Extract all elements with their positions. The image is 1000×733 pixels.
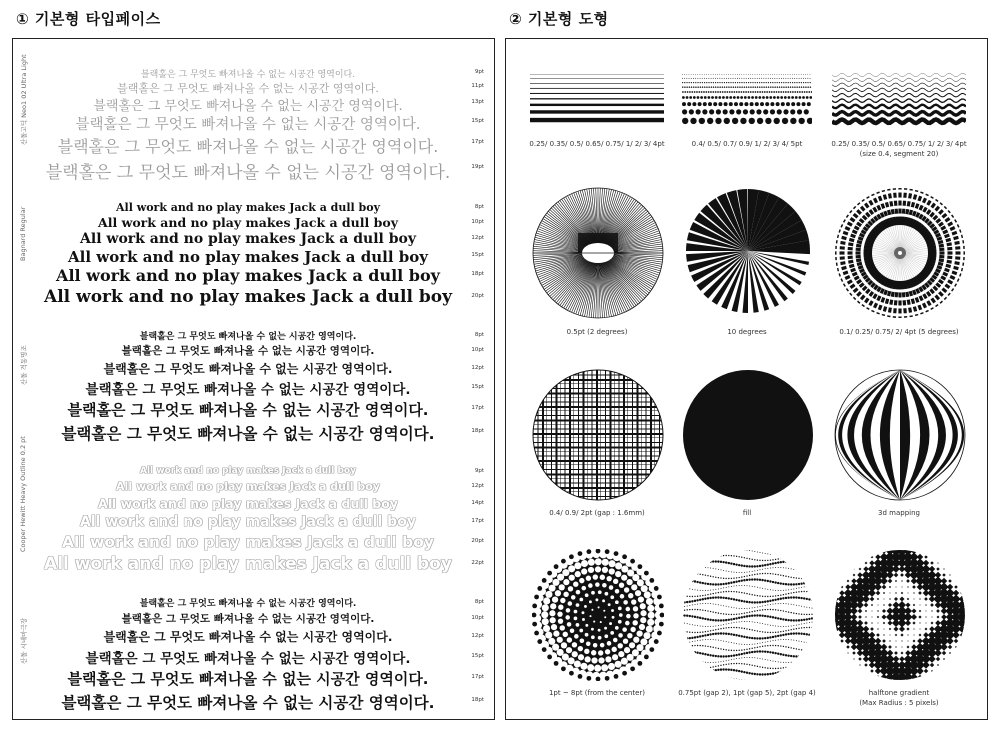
sample-line: 블랙홀은 그 무엇도 빠져나올 수 없는 시공간 영역이다. (67, 670, 429, 688)
sample-line: 블랙홀은 그 무엇도 빠져나올 수 없는 시공간 영역이다. (85, 382, 411, 398)
caption-radial-fine: 0.5pt (2 degrees) (566, 328, 628, 336)
sample-line: All work and no play makes Jack a dull boy (116, 480, 380, 493)
size-label: 12pt (471, 633, 484, 639)
size-label: 12pt (471, 483, 484, 489)
size-label: 14pt (471, 500, 484, 506)
size-label: 20pt (471, 293, 484, 299)
caption-rings: 0.1/ 0.25/ 0.75/ 2/ 4pt (5 degrees) (839, 328, 959, 336)
sample-line: 블랙홀은 그 무엇도 빠져나올 수 없는 시공간 영역이다. (45, 163, 451, 183)
sample-line: 블랙홀은 그 무엇도 빠져나올 수 없는 시공간 영역이다. (57, 137, 439, 156)
dot-waves-circle (682, 549, 814, 681)
grid-circle (532, 369, 664, 501)
sample-line: All work and no play makes Jack a dull boy (116, 201, 380, 214)
sample-line: All work and no play makes Jack a dull boy (80, 231, 416, 247)
size-label: 22pt (471, 560, 484, 566)
size-label: 15pt (471, 118, 484, 124)
sample-line: 블랙홀은 그 무엇도 빠져나올 수 없는 시공간 영역이다. (67, 401, 429, 419)
caption-dots: 0.4/ 0.5/ 0.7/ 0.9/ 1/ 2/ 3/ 4/ 5pt (691, 140, 803, 148)
sample-line: All work and no play makes Jack a dull boy (44, 554, 452, 574)
size-label: 18pt (471, 428, 484, 434)
size-label: 12pt (471, 235, 484, 241)
size-label: 11pt (471, 83, 484, 89)
size-label: 12pt (471, 365, 484, 371)
ten-degree-segments-circle (676, 175, 820, 323)
sample-line: 블랙홀은 그 무엇도 빠져나올 수 없는 시공간 영역이다. (117, 82, 379, 95)
caption-halftone: halftone gradient (868, 689, 930, 697)
sample-line: All work and no play makes Jack a dull boy (140, 466, 356, 476)
filled-circle (682, 369, 814, 501)
sample-line: 블랙홀은 그 무엇도 빠져나올 수 없는 시공간 영역이다. (103, 630, 393, 644)
size-label: 8pt (474, 204, 484, 210)
sample-line: 블랙홀은 그 무엇도 빠져나올 수 없는 시공간 영역이다. (93, 99, 403, 114)
caption-grid: 0.4/ 0.9/ 2pt (gap : 1.6mm) (549, 509, 645, 517)
caption-lines: 0.25/ 0.35/ 0.5/ 0.65/ 0.75/ 1/ 2/ 3/ 4pt (529, 140, 665, 148)
sample-line: All work and no play makes Jack a dull boy (98, 496, 398, 511)
size-label: 17pt (471, 405, 484, 411)
mapped-sphere-circle (834, 369, 966, 501)
size-label: 15pt (471, 384, 484, 390)
group-label: 산돌 시네마극장 (20, 617, 28, 664)
size-label: 17pt (471, 518, 484, 524)
sample-line: All work and no play makes Jack a dull boy (62, 533, 434, 551)
size-label: 13pt (471, 99, 484, 105)
sample-line: All work and no play makes Jack a dull boy (68, 248, 428, 266)
sample-line: 블랙홀은 그 무엇도 빠져나올 수 없는 시공간 영역이다. (139, 332, 357, 342)
size-label: 18pt (471, 271, 484, 277)
typeface-panel (12, 38, 495, 720)
sample-line: 블랙홀은 그 무엇도 빠져나올 수 없는 시공간 영역이다. (139, 599, 357, 609)
sample-line: 블랙홀은 그 무엇도 빠져나올 수 없는 시공간 영역이다. (121, 345, 375, 357)
size-label: 9pt (474, 468, 484, 474)
group-label: 산돌 격동명조 (20, 345, 28, 385)
group-label: Cooper Hewitt Heavy Outline 0.2 pt (19, 436, 27, 552)
sample-line: All work and no play makes Jack a dull boy (56, 266, 440, 285)
typeface-group-cooper-hewitt (13, 436, 494, 584)
sample-line: All work and no play makes Jack a dull boy (98, 215, 398, 230)
group-label: Bagnard Regular (19, 206, 27, 261)
caption-waves: 0.25/ 0.35/ 0.5/ 0.65/ 0.75/ 1/ 2/ 3/ 4pt (831, 140, 967, 148)
sample-line: 블랙홀은 그 무엇도 빠져나올 수 없는 시공간 영역이다. (103, 362, 393, 376)
size-label: 17pt (471, 139, 484, 145)
dot-rings-circle (532, 549, 664, 681)
radial-lines-circle (532, 187, 664, 319)
size-label: 15pt (471, 252, 484, 258)
size-label: 10pt (471, 347, 484, 353)
size-label: 15pt (471, 653, 484, 659)
sample-line: 블랙홀은 그 무엇도 빠져나올 수 없는 시공간 영역이다. (140, 70, 356, 80)
sample-line: 블랙홀은 그 무엇도 빠져나올 수 없는 시공간 영역이다. (75, 117, 421, 133)
sample-line: 블랙홀은 그 무엇도 빠져나올 수 없는 시공간 영역이다. (61, 425, 435, 443)
size-label: 19pt (471, 164, 484, 170)
caption-mapping: 3d mapping (878, 509, 920, 517)
size-label: 17pt (471, 674, 484, 680)
size-label: 18pt (471, 697, 484, 703)
left-section-title: ① 기본형 타입페이스 (16, 10, 161, 28)
size-label: 10pt (471, 615, 484, 621)
sample-line: All work and no play makes Jack a dull boy (80, 514, 416, 530)
caption-fill: fill (742, 509, 752, 517)
size-label: 20pt (471, 538, 484, 544)
group-label: 산돌고딕 Neo1 02 Ultra Light (20, 54, 28, 145)
caption-halftone-sub: (Max Radius : 5 pixels) (859, 699, 939, 707)
shape-panel (505, 38, 988, 720)
caption-dot-rings: 1pt ~ 8pt (from the center) (548, 689, 646, 697)
typeface-group-sandoll-gothic (13, 54, 494, 183)
sample-line: 블랙홀은 그 무엇도 빠져나올 수 없는 시공간 영역이다. (85, 651, 411, 667)
wave-weights-swatch (832, 71, 966, 131)
right-section-title: ② 기본형 도형 (509, 10, 609, 28)
caption-waves-sub: (size 0.4, segment 20) (859, 150, 939, 158)
size-label: 8pt (474, 332, 484, 338)
concentric-rings-circle (834, 187, 966, 319)
sample-line: All work and no play makes Jack a dull boy (44, 287, 452, 307)
typeface-group-gyeokdong (13, 327, 494, 447)
caption-dot-waves: 0.75pt (gap 2), 1pt (gap 5), 2pt (gap 4) (678, 689, 816, 697)
size-label: 8pt (474, 599, 484, 605)
dot-weights-swatch (682, 71, 812, 131)
typeface-group-cinema (13, 594, 494, 719)
halftone-circle (834, 549, 966, 681)
caption-radial-ten: 10 degrees (727, 328, 767, 336)
size-label: 10pt (471, 219, 484, 225)
sample-line: 블랙홀은 그 무엇도 빠져나올 수 없는 시공간 영역이다. (61, 694, 435, 712)
size-label: 9pt (474, 69, 484, 75)
line-weights-swatch (530, 71, 664, 131)
sample-line: 블랙홀은 그 무엇도 빠져나올 수 없는 시공간 영역이다. (121, 613, 375, 625)
typeface-group-bagnard (13, 199, 494, 309)
